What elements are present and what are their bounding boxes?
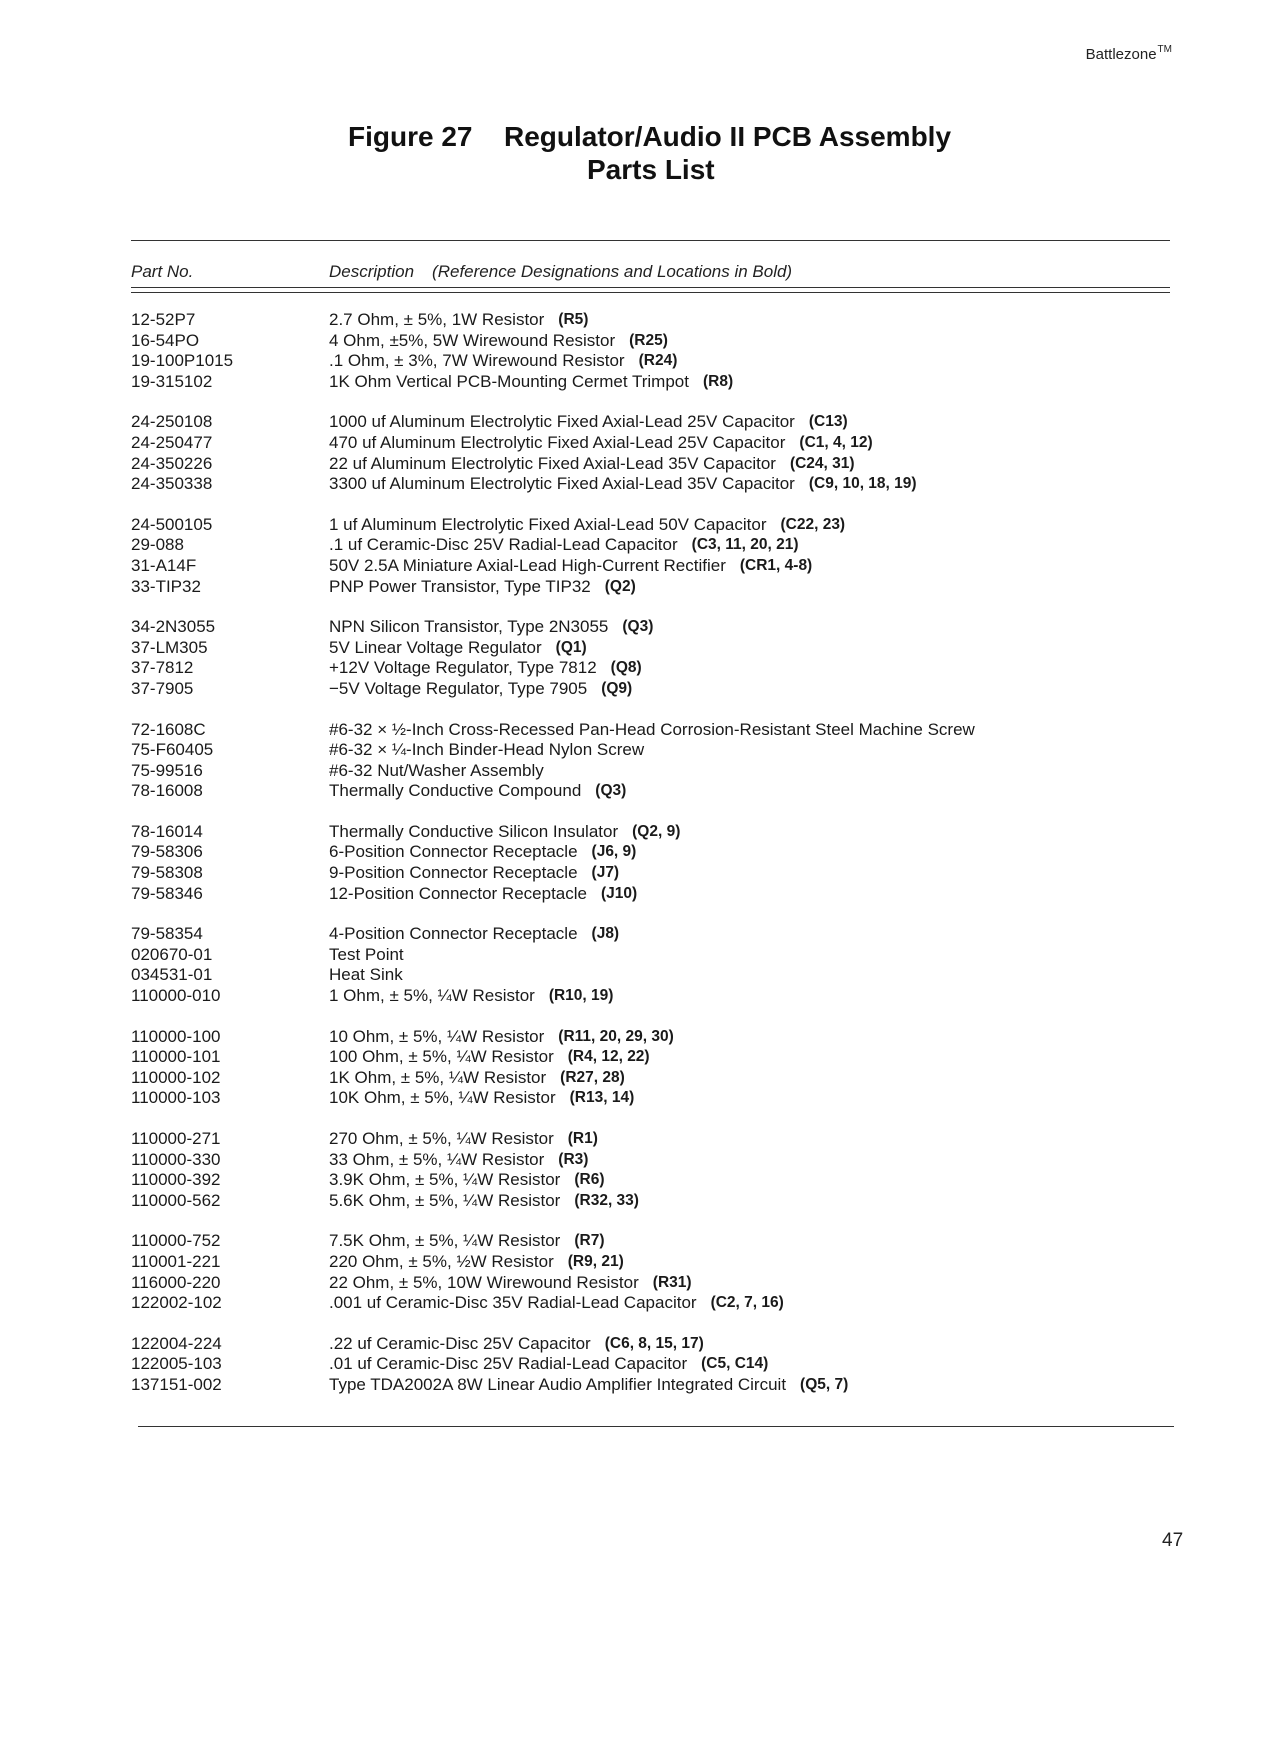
- table-row: [131, 474, 1131, 495]
- table-row: [131, 1354, 1131, 1375]
- part-number: 37-7905: [131, 678, 194, 698]
- part-description: 22 Ohm, ± 5%, 10W Wirewound Resistor: [329, 1272, 639, 1292]
- part-description: 7.5K Ohm, ± 5%, ¼W Resistor: [329, 1231, 561, 1251]
- part-number: 34-2N3055: [131, 617, 216, 637]
- reference-designation: (CR1, 4-8): [739, 556, 813, 574]
- description-label: Description: [329, 262, 415, 281]
- reference-designation: (C24, 31): [789, 454, 855, 472]
- part-description: Heat Sink: [329, 965, 403, 985]
- reference-designation: (J10): [600, 884, 638, 902]
- reference-designation: (Q2): [604, 577, 636, 595]
- header-rule-lower: [131, 292, 1170, 293]
- parts-group: [131, 617, 1131, 699]
- table-row: [131, 412, 1131, 433]
- table-row: [131, 986, 1131, 1007]
- reference-designation: (Q3): [595, 782, 627, 800]
- table-row: [131, 372, 1131, 393]
- part-number: 16-54PO: [131, 330, 200, 350]
- part-description: .22 uf Ceramic-Disc 25V Capacitor: [329, 1333, 591, 1353]
- part-description: Test Point: [329, 944, 404, 964]
- table-row: [131, 1191, 1131, 1212]
- parts-group: [131, 412, 1131, 494]
- reference-designation: (R25): [629, 331, 668, 349]
- table-row: [131, 842, 1131, 863]
- part-description: .01 uf Ceramic-Disc 25V Radial-Lead Capacitor: [329, 1354, 688, 1374]
- part-description: 10K Ohm, ± 5%, ¼W Resistor: [329, 1088, 556, 1108]
- part-number: 19-315102: [131, 371, 213, 391]
- parts-group: [131, 515, 1131, 597]
- part-description: 12-Position Connector Receptacle: [329, 883, 587, 903]
- reference-designation: (R11, 20, 29, 30): [558, 1027, 674, 1045]
- table-row: [131, 945, 1131, 966]
- part-number: 034531-01: [131, 965, 213, 985]
- reference-designation: (R10, 19): [548, 987, 614, 1005]
- part-description: 22 uf Aluminum Electrolytic Fixed Axial-Lead 35V Capacitor: [329, 453, 776, 473]
- bottom-rule: [138, 1426, 1174, 1427]
- reference-designation: (R32, 33): [574, 1191, 639, 1209]
- reference-designation: (J8): [591, 925, 620, 943]
- table-row: [131, 1375, 1131, 1396]
- reference-designation: (R24): [638, 352, 678, 370]
- part-number: 33-TIP32: [131, 576, 201, 596]
- parts-group: [131, 310, 1131, 392]
- table-row: [131, 638, 1131, 659]
- table-row: [131, 310, 1131, 331]
- part-no-header: Part No.: [131, 262, 194, 281]
- part-description: 3.9K Ohm, ± 5%, ¼W Resistor: [329, 1170, 561, 1190]
- table-row: [131, 1252, 1131, 1273]
- part-number: 37-7812: [131, 658, 194, 678]
- table-row: [131, 515, 1131, 536]
- part-number: 122005-103: [131, 1354, 222, 1374]
- reference-designation: (R9, 21): [567, 1252, 624, 1270]
- part-number: 110000-392: [131, 1170, 221, 1190]
- part-number: 110000-330: [131, 1149, 221, 1169]
- part-description: .001 uf Ceramic-Disc 35V Radial-Lead Capacitor: [329, 1293, 697, 1313]
- part-number: 110000-010: [131, 986, 221, 1006]
- part-description: .1 Ohm, ± 3%, 7W Wirewound Resistor: [329, 351, 625, 371]
- table-row: [131, 740, 1131, 761]
- reference-designation: (C5, C14): [701, 1355, 769, 1373]
- reference-designation: (R1): [567, 1130, 598, 1147]
- table-row: [131, 720, 1131, 741]
- part-number: 24-250108: [131, 412, 213, 432]
- parts-group: [131, 1129, 1131, 1211]
- part-number: 78-16014: [131, 821, 203, 841]
- part-description: Thermally Conductive Compound: [329, 781, 582, 801]
- part-description: 4 Ohm, ±5%, 5W Wirewound Resistor: [329, 330, 616, 350]
- table-row: [131, 822, 1131, 843]
- reference-designation: (R13, 14): [569, 1089, 635, 1107]
- part-number: 78-16008: [131, 781, 203, 801]
- part-description: 1 Ohm, ± 5%, ¼W Resistor: [329, 986, 535, 1006]
- part-description: Type TDA2002A 8W Linear Audio Amplifier Integrated Circuit: [329, 1374, 787, 1394]
- description-header: [329, 262, 792, 282]
- table-row: [131, 1231, 1131, 1252]
- table-row: [131, 331, 1131, 352]
- figure-number: Figure 27: [348, 121, 473, 152]
- reference-designation: (R7): [574, 1232, 605, 1250]
- part-number: 110000-101: [131, 1047, 221, 1067]
- parts-group: [131, 924, 1131, 1006]
- part-number: 24-500105: [131, 514, 213, 534]
- table-row: [131, 884, 1131, 905]
- table-row: [131, 433, 1131, 454]
- part-description: #6-32 × ½-Inch Cross-Recessed Pan-Head Corrosion-Resistant Steel Machine Screw: [329, 719, 975, 739]
- table-row: [131, 454, 1131, 475]
- part-description: 3300 uf Aluminum Electrolytic Fixed Axial-Lead 35V Capacitor: [329, 474, 795, 494]
- table-row: [131, 556, 1131, 577]
- reference-designation: (Q1): [555, 638, 587, 656]
- part-number: 110000-102: [131, 1067, 221, 1087]
- part-description: #6-32 × ¼-Inch Binder-Head Nylon Screw: [329, 740, 645, 760]
- reference-designation: (Q8): [610, 659, 642, 677]
- table-row: [131, 1293, 1131, 1314]
- part-description: 1 uf Aluminum Electrolytic Fixed Axial-Lead 50V Capacitor: [329, 514, 767, 534]
- part-number: 110001-221: [131, 1251, 221, 1271]
- reference-designation: (C13): [808, 413, 848, 431]
- part-description: PNP Power Transistor, Type TIP32: [329, 576, 591, 596]
- parts-group: [131, 1334, 1131, 1396]
- table-row: [131, 658, 1131, 679]
- reference-designation: (Q5, 7): [800, 1375, 849, 1393]
- reference-designation: (R8): [702, 372, 734, 390]
- reference-designation: (C22, 23): [780, 515, 846, 533]
- reference-designation: (R27, 28): [560, 1068, 625, 1086]
- part-description: 6-Position Connector Receptacle: [329, 842, 578, 862]
- part-number: 79-58354: [131, 924, 203, 944]
- reference-designation: (R3): [558, 1150, 589, 1168]
- table-row: [131, 1170, 1131, 1191]
- part-description: 1000 uf Aluminum Electrolytic Fixed Axial-Lead 25V Capacitor: [329, 412, 795, 432]
- figure-title: Regulator/Audio II PCB Assembly: [504, 121, 952, 152]
- table-row: [131, 965, 1131, 986]
- game-title: Battlezone: [1085, 46, 1157, 63]
- part-number: 110000-100: [131, 1026, 221, 1046]
- part-description: 470 uf Aluminum Electrolytic Fixed Axial-Lead 25V Capacitor: [329, 432, 786, 452]
- part-description: 270 Ohm, ± 5%, ¼W Resistor: [329, 1129, 554, 1148]
- table-row: [131, 617, 1131, 638]
- table-row: [131, 1150, 1131, 1171]
- part-description: 4-Position Connector Receptacle: [329, 924, 578, 944]
- part-description: 5V Linear Voltage Regulator: [329, 637, 542, 657]
- reference-designation: (R4, 12, 22): [567, 1048, 650, 1066]
- part-number: 110000-752: [131, 1231, 221, 1251]
- part-number: 122002-102: [131, 1293, 222, 1313]
- table-row: [131, 924, 1131, 945]
- table-row: [131, 781, 1131, 802]
- page-number: 47: [1162, 1530, 1184, 1551]
- part-description: #6-32 Nut/Washer Assembly: [329, 760, 544, 780]
- table-row: [131, 1047, 1131, 1068]
- reference-designation: (C9, 10, 18, 19): [808, 475, 917, 493]
- part-number: 122004-224: [131, 1333, 222, 1353]
- part-number: 31-A14F: [131, 555, 197, 575]
- parts-group: [131, 720, 1131, 802]
- part-description: 220 Ohm, ± 5%, ½W Resistor: [329, 1251, 554, 1271]
- part-number: 24-350226: [131, 453, 213, 473]
- part-description: +12V Voltage Regulator, Type 7812: [329, 658, 597, 678]
- table-row: [131, 679, 1131, 700]
- table-row: [131, 1334, 1131, 1355]
- reference-designation: (C1, 4, 12): [799, 433, 873, 451]
- part-description: Thermally Conductive Silicon Insulator: [329, 821, 619, 841]
- part-number: 29-088: [131, 535, 184, 555]
- part-number: 110000-103: [131, 1088, 221, 1108]
- table-row: [131, 1027, 1131, 1048]
- part-description: 100 Ohm, ± 5%, ¼W Resistor: [329, 1047, 554, 1067]
- part-number: 75-99516: [131, 760, 203, 780]
- part-number: 110000-562: [131, 1190, 221, 1210]
- reference-designation: (Q3): [622, 618, 654, 636]
- table-row: [131, 1273, 1131, 1294]
- table-row: [131, 351, 1131, 372]
- reference-designation: (C3, 11, 20, 21): [691, 536, 799, 554]
- part-description: 5.6K Ohm, ± 5%, ¼W Resistor: [329, 1190, 561, 1210]
- parts-list: [131, 310, 1131, 1416]
- part-number: 37-LM305: [131, 637, 208, 657]
- top-rule: [131, 240, 1170, 241]
- header-rule-upper: [131, 287, 1170, 288]
- table-row: [131, 535, 1131, 556]
- figure-subtitle: Parts List: [587, 154, 715, 185]
- table-row: [131, 761, 1131, 782]
- reference-designation: (J6, 9): [591, 843, 637, 861]
- part-number: 116000-220: [131, 1272, 221, 1292]
- part-number: 24-350338: [131, 474, 213, 494]
- part-number: 75-F60405: [131, 740, 214, 760]
- description-note: (Reference Designations and Locations in Bold): [432, 262, 793, 281]
- reference-designation: (J7): [591, 864, 620, 882]
- part-number: 79-58306: [131, 842, 203, 862]
- part-number: 137151-002: [131, 1374, 222, 1394]
- part-description: 50V 2.5A Miniature Axial-Lead High-Current Rectifier: [329, 555, 726, 575]
- part-number: 79-58308: [131, 863, 203, 883]
- part-description: 1K Ohm, ± 5%, ¼W Resistor: [329, 1067, 547, 1087]
- part-number: 79-58346: [131, 883, 203, 903]
- reference-designation: (Q9): [601, 679, 633, 697]
- part-number: 020670-01: [131, 944, 213, 964]
- part-description: 33 Ohm, ± 5%, ¼W Resistor: [329, 1149, 545, 1169]
- reference-designation: (R31): [652, 1273, 692, 1291]
- parts-group: [131, 1027, 1131, 1109]
- table-row: [131, 1088, 1131, 1109]
- reference-designation: (C2, 7, 16): [710, 1294, 784, 1312]
- reference-designation: (Q2, 9): [632, 822, 681, 840]
- figure-title-block: [348, 120, 968, 186]
- part-number: 12-52P7: [131, 310, 196, 329]
- part-description: NPN Silicon Transistor, Type 2N3055: [329, 617, 609, 637]
- parts-group: [131, 1231, 1131, 1313]
- reference-designation: (R6): [574, 1171, 605, 1189]
- part-number: 19-100P1015: [131, 351, 234, 371]
- part-description: 2.7 Ohm, ± 5%, 1W Resistor: [329, 310, 545, 329]
- table-row: [131, 863, 1131, 884]
- part-description: 1K Ohm Vertical PCB-Mounting Cermet Trimpot: [329, 371, 689, 391]
- reference-designation: (R5): [558, 311, 589, 328]
- running-header: [1086, 44, 1172, 63]
- table-row: [131, 577, 1131, 598]
- trademark-mark: TM: [1157, 44, 1172, 55]
- table-row: [131, 1129, 1131, 1150]
- parts-group: [131, 822, 1131, 904]
- table-row: [131, 1068, 1131, 1089]
- reference-designation: (C6, 8, 15, 17): [604, 1334, 704, 1352]
- part-description: −5V Voltage Regulator, Type 7905: [329, 678, 588, 698]
- part-description: .1 uf Ceramic-Disc 25V Radial-Lead Capacitor: [329, 535, 678, 555]
- part-description: 9-Position Connector Receptacle: [329, 863, 578, 883]
- part-description: 10 Ohm, ± 5%, ¼W Resistor: [329, 1026, 545, 1046]
- part-number: 110000-271: [131, 1129, 221, 1148]
- part-number: 72-1608C: [131, 719, 206, 739]
- part-number: 24-250477: [131, 432, 213, 452]
